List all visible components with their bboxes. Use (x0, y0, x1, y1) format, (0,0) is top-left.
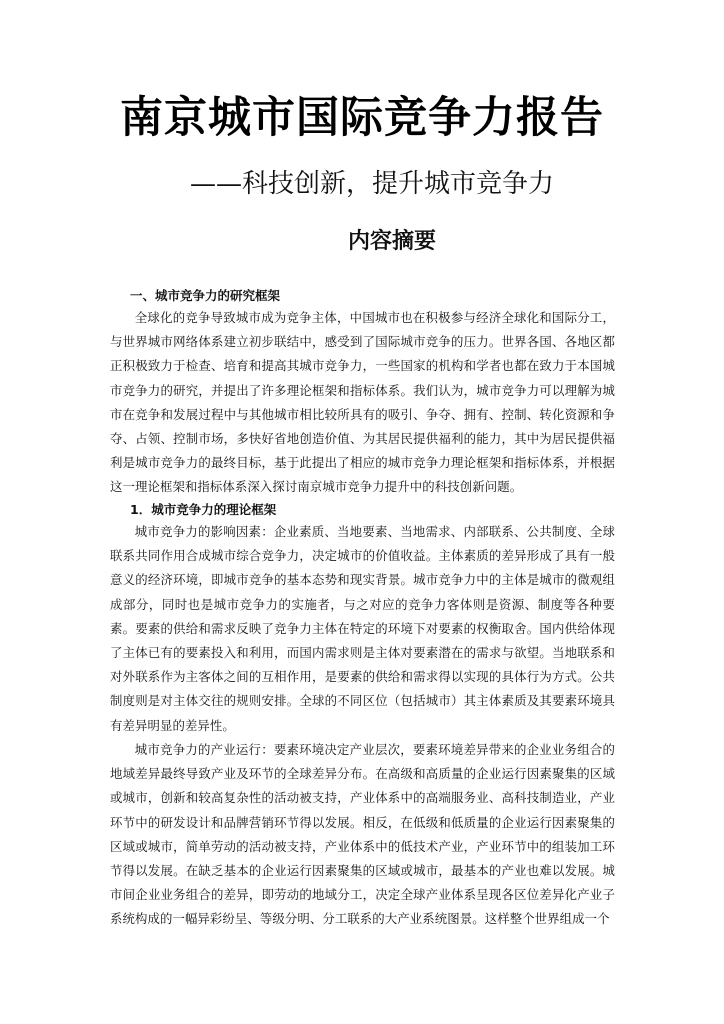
subsection-paragraph-1: 城市竞争力的影响因素：企业素质、当地要素、当地需求、内部联系、公共制度、全球联系共同作用合成城市综合竞争力，决定城市的价值收益。主体素质的差异形成了具有一般意义的经济环境，即城市竞争的基本态势和现实背景。城市竞争力中的主体是城市的微观组成部分，同时也是城市竞争力的实施者，与之对应的竞争力客体则是资源、制度等各种要素。要素的供给和需求反映了竞争力主体在特定的环境下对要素的权衡取舍。国内供给体现了主体已有的要素投入和利用，而国内需求则是主体对要素潜在的需求与欲望。当地联系和对外联系作为主客体之间的互相作用，是要素的供给和需求得以实现的具体行为方式。公共制度则是对主体交往的规则安排。全球的不同区位（包括城市）其主体素质及其要素环境具有差异明显的差异性。 (110, 524, 615, 733)
document-title: 南京城市国际竞争力报告 (120, 93, 604, 143)
subsection-heading: 1．城市竞争力的理论框架 (130, 502, 277, 517)
document-subtitle: ——科技创新，提升城市竞争力 (190, 169, 555, 199)
section-paragraph: 全球化的竞争导致城市成为竞争主体，中国城市也在积极参与经济全球化和国际分工，与世界城市网络体系建立初步联结中，感受到了国际城市竞争的压力。世界各国、各地区都正积极致力于检查、培育和提高其城市竞争力，一些国家的机构和学者也都在致力于本国城市竞争力的研究，并提出了许多理论框架和指标体系。我们认为，城市竞争力可以理解为城市在竞争和发展过程中与其他城市相比较所具有的吸引、争夺、拥有、控制、转化资源和争夺、占领、控制市场，多快好省地创造价值、为其居民提供福利的能力，其中为居民提供福利是城市竞争力的最终目标，基于此提出了相应的城市竞争力理论框架和指标体系，并根据这一理论框架和指标体系深入探讨南京城市竞争力提升中的科技创新问题。 (110, 310, 615, 495)
abstract-heading: 内容摘要 (347, 229, 436, 254)
section-heading: 一、城市竞争力的研究框架 (130, 288, 281, 303)
subsection-paragraph-2: 城市竞争力的产业运行：要素环境决定产业层次，要素环境差异带来的企业业务组合的地域差异最终导致产业及环节的全球差异分布。在高级和高质量的企业运行因素聚集的区域或城市，创新和较高复杂性的活动被支持，产业体系中的高端服务业、高科技制造业，产业环节中的研发设计和品牌营销环节得以发展。相反，在低级和低质量的企业运行因素聚集的区域或城市，简单劳动的活动被支持，产业体系中的低技术产业，产业环节中的组装加工环节得以发展。在缺乏基本的企业运行因素聚集的区域或城市，最基本的产业也难以发展。城市间企业业务组合的差异，即劳动的地域分工，决定全球产业体系呈现各区位差异化产业子系统构成的一幅异彩纷呈、等级分明、分工联系的大产业系统图景。这样整个世界组成一个 (110, 742, 615, 927)
